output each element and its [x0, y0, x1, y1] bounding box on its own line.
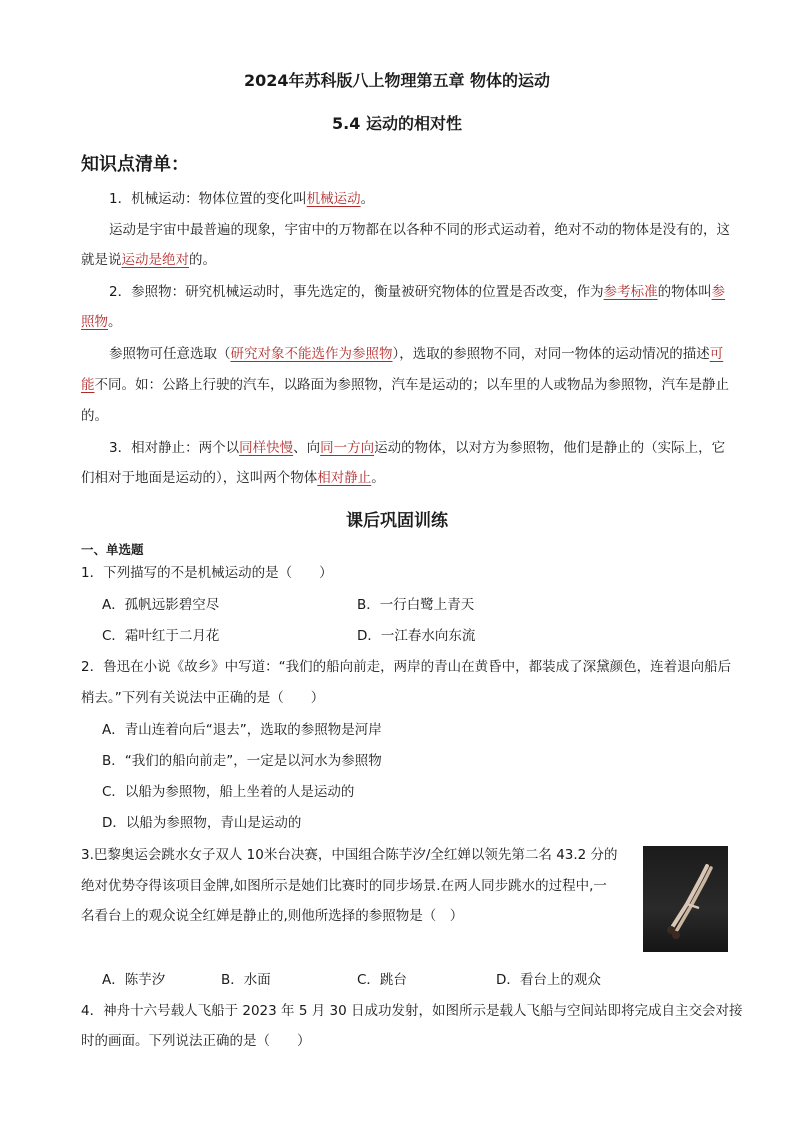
knowledge-paragraph-2-line-1 [109, 344, 723, 364]
text: 的。 [189, 252, 216, 268]
underlined-answer: 相对静止 [317, 470, 372, 486]
diving-photo [643, 846, 728, 952]
knowledge-paragraph-2-line-2 [81, 375, 729, 395]
text: 们相对于地面是运动的），这叫两个物体 [81, 470, 318, 486]
text: 1．机械运动：物体位置的变化叫 [109, 191, 307, 207]
underlined-answer: 运动是绝对 [121, 252, 189, 268]
question-4-stem-line-1: 4．神舟十六号载人飞船于 2023 年 5 月 30 日成功发射，如图所示是载人飞船与空间站即将完成自主交会对接 [81, 1003, 743, 1019]
question-3-stem-line-2: 绝对优势夺得该项目金牌,如图所示是她们比赛时的同步场景.在两人同步跳水的过程中,一 [81, 878, 607, 894]
text: 。 [371, 470, 385, 486]
knowledge-paragraph-1-line-1: 运动是宇宙中最普遍的现象，宇宙中的万物都在以各种不同的形式运动着，绝对不动的物体是没有的，这 [109, 222, 730, 238]
question-3-option-b: B．水面 [221, 972, 271, 988]
text: 。 [108, 314, 122, 330]
underlined-answer: 能 [81, 377, 95, 393]
section-single-choice: 一、单选题 [81, 542, 144, 557]
question-1-option-b: B．一行白鹭上青天 [357, 597, 475, 613]
text: 参照物可任意选取（ [109, 346, 231, 362]
question-3-stem-line-3: 名看台上的观众说全红婵是静止的,则他所选择的参照物是（ ） [81, 908, 464, 924]
question-2-option-b: B．“我们的船向前走”，一定是以河水为参照物 [102, 753, 382, 769]
underlined-answer: 同一方向 [320, 440, 375, 456]
underlined-answer: 参考标准 [603, 284, 658, 300]
underlined-answer: 研究对象不能选作为参照物 [230, 346, 393, 362]
text: 不同。如：公路上行驶的汽车，以路面为参照物，汽车是运动的；以车里的人或物品为参照物，汽车是静止 [94, 377, 729, 393]
text: ），选取的参照物不同，对同一物体的运动情况的描述 [392, 346, 710, 362]
question-3-stem-line-1: 3.巴黎奥运会跳水女子双人 10米台决赛，中国组合陈芋汐/全红婵以领先第二名 43.2 分的 [81, 847, 618, 863]
underlined-answer: 照物 [81, 314, 108, 330]
question-1-option-d: D．一江春水向东流 [357, 628, 476, 644]
question-3-option-d: D．看台上的观众 [496, 972, 601, 988]
text: 2．参照物：研究机械运动时，事先选定的，衡量被研究物体的位置是否改变，作为 [109, 284, 604, 300]
question-2-option-c: C．以船为参照物，船上坐着的人是运动的 [102, 784, 355, 800]
question-2-option-d: D．以船为参照物，青山是运动的 [102, 815, 302, 831]
document-title: 2024年苏科版八上物理第五章 物体的运动 [243, 71, 551, 90]
question-3-option-a: A．陈芋汐 [102, 972, 166, 988]
question-2-stem-line-2: 梢去。”下列有关说法中正确的是（ ） [81, 690, 325, 706]
question-1-stem: 1．下列描写的不是机械运动的是（ ） [81, 565, 333, 581]
underlined-answer: 同样快慢 [239, 440, 294, 456]
divers-figure-icon [643, 846, 728, 952]
text: 3．相对静止：两个以 [109, 440, 240, 456]
text: 就是说 [81, 252, 122, 268]
knowledge-paragraph-2-line-3: 的。 [81, 408, 108, 424]
text: 。 [360, 191, 375, 207]
knowledge-point-2-line-1 [109, 282, 725, 302]
question-1-option-a: A．孤帆远影碧空尽 [102, 597, 220, 613]
question-1-option-c: C．霜叶红于二月花 [102, 628, 220, 644]
practice-heading: 课后巩固训练 [346, 511, 448, 531]
text: 、向 [293, 440, 321, 456]
underlined-answer: 可 [709, 346, 724, 362]
question-4-stem-line-2: 时的画面。下列说法正确的是（ ） [81, 1033, 311, 1049]
knowledge-point-3-line-2 [81, 468, 385, 488]
question-2-stem-line-1: 2．鲁迅在小说《故乡》中写道：“我们的船向前走，两岸的青山在黄昏中，都装成了深黛颜色，连着退向船后 [81, 659, 732, 675]
question-3-option-c: C．跳台 [357, 972, 407, 988]
underlined-answer: 机械运动 [306, 191, 361, 207]
knowledge-point-2-line-2 [81, 312, 122, 332]
document-subtitle: 5.4 运动的相对性 [332, 114, 462, 133]
text: 的物体叫 [657, 284, 712, 300]
knowledge-paragraph-1-line-2 [81, 250, 216, 270]
knowledge-point-3-line-1 [109, 438, 725, 458]
knowledge-heading: 知识点清单： [81, 154, 189, 175]
underlined-answer: 参 [711, 284, 726, 300]
text: 运动的物体，以对方为参照物，他们是静止的（实际上，它 [374, 440, 726, 456]
knowledge-point-1 [109, 189, 374, 209]
question-2-option-a: A．青山连着向后“退去”，选取的参照物是河岸 [102, 722, 382, 738]
